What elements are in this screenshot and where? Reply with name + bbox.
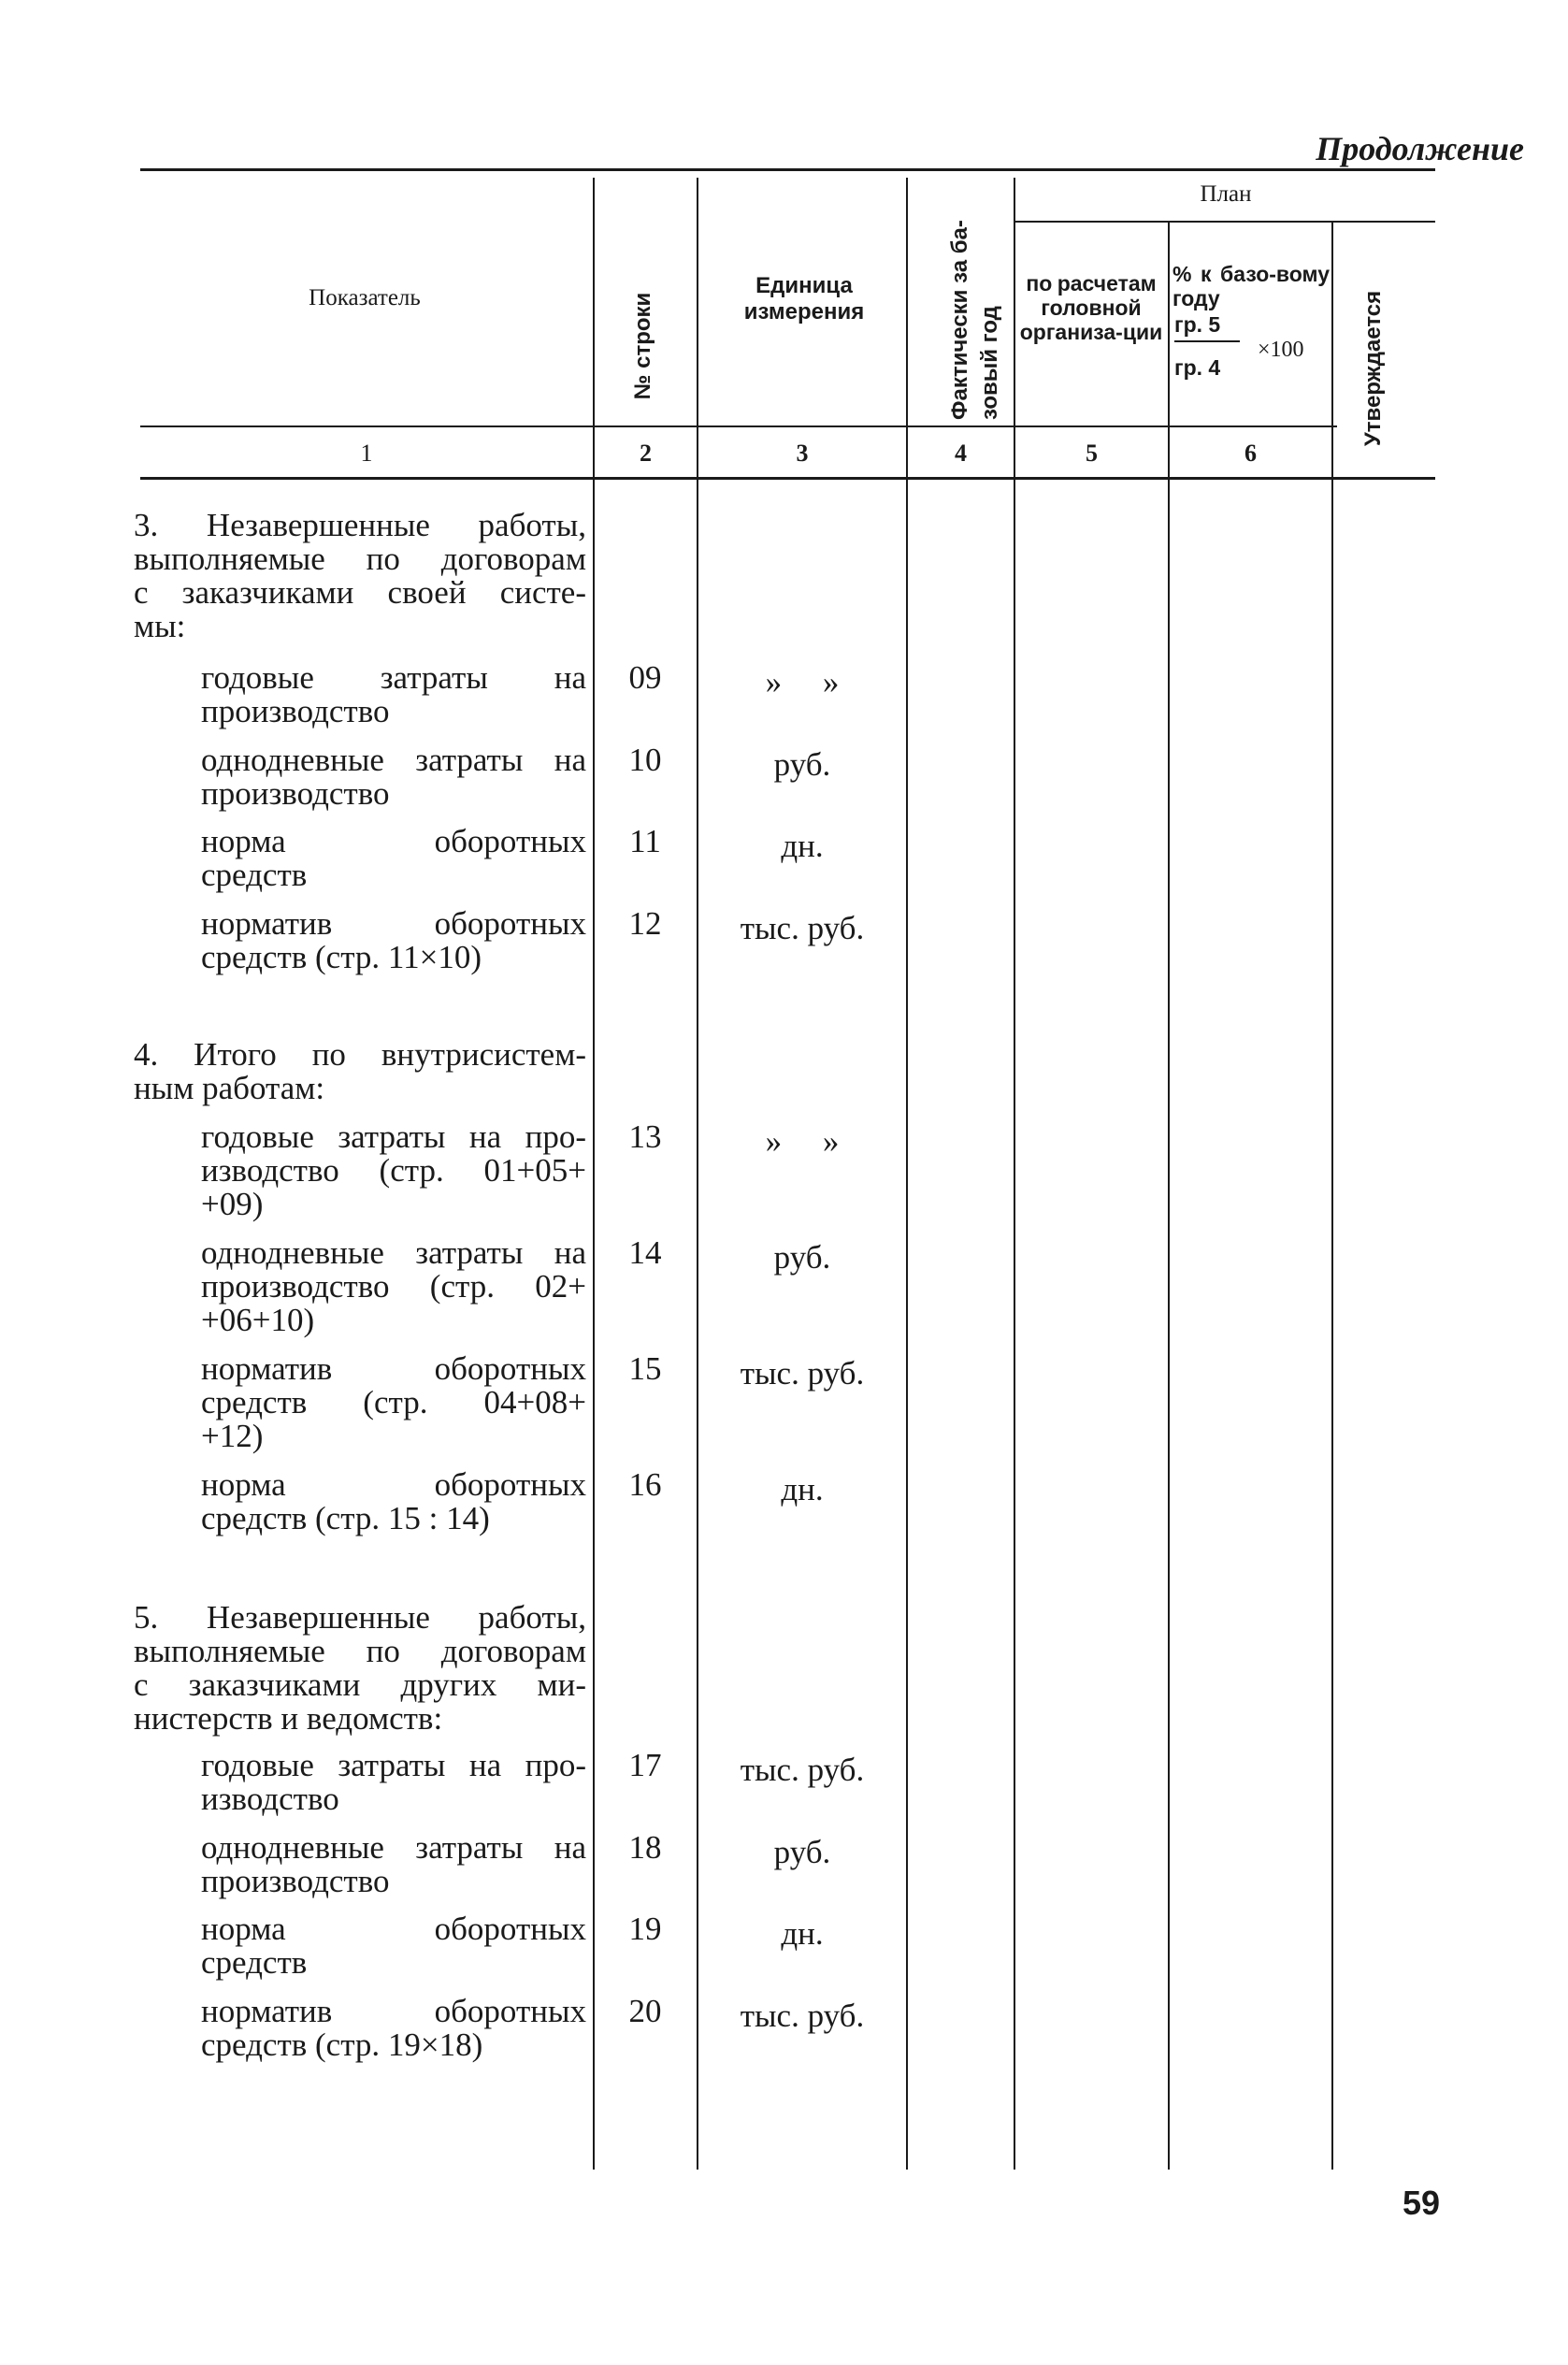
row-label-line: средств (стр. 04+08+ — [201, 1384, 586, 1420]
row-unit-17: тыс. руб. — [740, 1752, 865, 1788]
row-label-line: годовые затраты на про- — [201, 1118, 586, 1155]
header-numbers-rule-top — [140, 425, 1337, 427]
table-row-20 — [201, 1995, 586, 2062]
section-5-title-line: 5. Незавершенные работы, — [134, 1599, 586, 1636]
page-number: 59 — [1402, 2184, 1440, 2222]
row-label-line: норматив оборотных — [201, 1993, 586, 2029]
header-fraction-multiplier: ×100 — [1258, 338, 1304, 362]
table-row-14 — [201, 1236, 586, 1337]
row-label-line: однодневные затраты на — [201, 1829, 586, 1866]
row-unit-10: руб. — [773, 746, 831, 783]
table-row-19 — [201, 1912, 586, 1980]
row-number-20: 20 — [628, 1993, 662, 2029]
section-5-title-line: с заказчиками других ми- — [134, 1666, 586, 1703]
section-4-title-line: ным работам: — [134, 1070, 325, 1106]
row-label-line: норматив оборотных — [201, 1350, 586, 1387]
col-rule-4 — [1014, 178, 1015, 2170]
row-label-line: средств (стр. 19×18) — [201, 2026, 483, 2063]
table-row-17 — [201, 1749, 586, 1816]
column-number-3: 3 — [796, 440, 809, 467]
section-5-title-line: выполняемые по договорам — [134, 1633, 586, 1669]
row-unit-16: дн. — [781, 1471, 824, 1507]
header-approved: Утверждается — [1360, 290, 1386, 447]
col-rule-6 — [1331, 223, 1333, 2170]
row-label-line: производство — [201, 1863, 390, 1899]
header-fraction-denominator: гр. 4 — [1174, 355, 1221, 380]
column-number-4: 4 — [955, 440, 967, 467]
row-label-line: изводство — [201, 1781, 339, 1817]
row-label-line: +09) — [201, 1186, 264, 1222]
row-number-13: 13 — [628, 1118, 662, 1155]
section-3-title — [134, 509, 586, 643]
section-5-title-line: нистерств и ведомств: — [134, 1700, 443, 1737]
row-number-16: 16 — [628, 1466, 662, 1503]
table-row-09 — [201, 661, 586, 728]
row-unit-14: руб. — [773, 1239, 831, 1276]
row-number-12: 12 — [628, 905, 662, 942]
table-row-10 — [201, 743, 586, 811]
row-label-line: средств — [201, 857, 308, 893]
table-row-11 — [201, 825, 586, 892]
row-label-line: годовые затраты на — [201, 659, 586, 696]
col-rule-1 — [593, 178, 595, 2170]
row-label-line: средств (стр. 11×10) — [201, 939, 482, 975]
row-unit-19: дн. — [781, 1915, 824, 1952]
row-unit-15: тыс. руб. — [740, 1355, 865, 1392]
column-number-2: 2 — [640, 440, 652, 467]
col-rule-3 — [906, 178, 908, 2170]
table-row-15 — [201, 1352, 586, 1453]
header-actual-base-year-line1: Фактически за ба- — [947, 220, 972, 420]
section-5-title — [134, 1601, 586, 1736]
row-number-15: 15 — [628, 1350, 662, 1387]
col-rule-5 — [1168, 223, 1170, 2170]
section-4-title-line: 4. Итого по внутрисистем- — [134, 1036, 586, 1073]
table-row-12 — [201, 907, 586, 974]
row-label-line: норма оборотных — [201, 823, 586, 859]
row-label-line: годовые затраты на про- — [201, 1747, 586, 1783]
table-row-16 — [201, 1468, 586, 1536]
row-number-11: 11 — [629, 823, 661, 859]
header-fraction-numerator: гр. 5 — [1174, 312, 1221, 337]
row-unit-11: дн. — [781, 828, 824, 864]
row-number-09: 09 — [628, 659, 662, 696]
header-percent-base-year: % к базо-вому году — [1172, 262, 1330, 310]
column-number-6: 6 — [1244, 440, 1257, 467]
row-label-line: однодневные затраты на — [201, 742, 586, 778]
column-number-1: 1 — [360, 440, 373, 467]
col-rule-2 — [697, 178, 698, 2170]
row-label-line: изводство (стр. 01+05+ — [201, 1152, 586, 1189]
row-label-line: средств (стр. 15 : 14) — [201, 1500, 490, 1536]
row-unit-20: тыс. руб. — [740, 1997, 865, 2034]
row-label-line: производство (стр. 02+ — [201, 1268, 586, 1305]
row-unit-13: » » — [765, 1123, 840, 1160]
row-label-line: норма оборотных — [201, 1466, 586, 1503]
row-number-18: 18 — [628, 1829, 662, 1866]
header-actual-base-year-line2: зовый год — [977, 306, 1002, 420]
row-label-line: +12) — [201, 1418, 264, 1454]
column-number-5: 5 — [1086, 440, 1098, 467]
row-number-10: 10 — [628, 742, 662, 778]
row-label-line: однодневные затраты на — [201, 1234, 586, 1271]
row-label-line: средств — [201, 1944, 308, 1981]
table-row-13 — [201, 1120, 586, 1221]
plan-rule — [1014, 221, 1435, 223]
row-label-line: производство — [201, 775, 390, 812]
header-row-number: № строки — [630, 292, 655, 400]
section-3-title-line: мы: — [134, 608, 186, 644]
header-indicator: Показатель — [309, 285, 421, 310]
top-rule — [140, 168, 1435, 171]
header-plan: План — [1200, 181, 1252, 207]
row-label-line: норма оборотных — [201, 1911, 586, 1947]
section-3-title-line: с заказчиками своей систе- — [134, 574, 586, 611]
header-fraction-bar — [1174, 340, 1240, 342]
row-label-line: норматив оборотных — [201, 905, 586, 942]
row-label-line: производство — [201, 693, 390, 729]
header-bottom-rule — [140, 477, 1435, 480]
row-number-17: 17 — [628, 1747, 662, 1783]
header-unit: Единица измерения — [743, 273, 865, 324]
row-unit-18: руб. — [773, 1834, 831, 1870]
row-number-14: 14 — [628, 1234, 662, 1271]
header-head-org-calc: по расчетам головной организа-ции — [1019, 271, 1163, 344]
continuation-label: Продолжение — [1316, 130, 1524, 167]
row-unit-12: тыс. руб. — [740, 910, 865, 946]
section-4-title — [134, 1038, 586, 1105]
section-3-title-line: выполняемые по договорам — [134, 541, 586, 577]
table-row-18 — [201, 1831, 586, 1898]
row-unit-09: » » — [765, 664, 840, 700]
row-label-line: +06+10) — [201, 1302, 315, 1338]
section-3-title-line: 3. Незавершенные работы, — [134, 507, 586, 543]
row-number-19: 19 — [628, 1911, 662, 1947]
